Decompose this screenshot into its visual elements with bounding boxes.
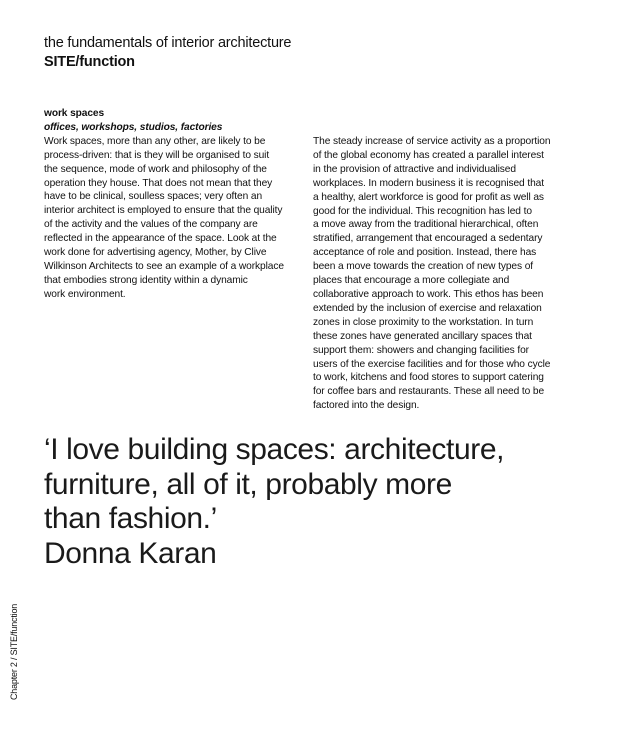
right-column	[313, 135, 595, 413]
page-header	[44, 34, 604, 72]
pull-quote-author: Donna Karan	[44, 536, 217, 570]
series-title: the fundamentals of interior architecture	[44, 35, 292, 51]
chapter-sidebar-label: Chapter 2 / SITE/function	[9, 603, 19, 700]
section-title: SITE/function	[44, 54, 135, 70]
right-column-body: The steady increase of service activity as a proportion of the global economy has created a parallel interest in the provision of attractive and individualised workplaces. In modern business it is recognised that a healthy, alert workforce is good for profit as well as good for the individual. This recognition has led to a move away from the traditional hierarchical, often stratified, arrangement that encouraged a sedentary acceptance of role and position. Instead, there has been a move towards the creation of new types of places that encourage a more collegiate and collaborative approach to work. This ethos has been extended by the inclusion of exercise and relaxation zones in close proximity to the workstation. In turn these zones have generated ancillary spaces that support them: showers and changing facilities for users of the exercise facilities and for those who cycle to work, kitchens and food stores to support catering for coffee bars and restaurants. These all need to be factored into the design.	[313, 136, 551, 412]
pull-quote-text: ‘I love building spaces: architecture, furniture, all of it, probably more than fashion.’	[44, 433, 505, 535]
left-column-body: Work spaces, more than any other, are likely to be process-driven: that is they will be organised to suit the sequence, mode of work and philosophy of the operation they house. That does not mean that they have to be clinical, soulless spaces; very often an interior architect is employed to ensure that the quality of the activity and the values of the company are reflected in the appearance of the space. Look at the work done for advertising agency, Mother, by Clive Wilkinson Architects to see an example of a workplace that embodies strong identity within a dynamic work environment.	[44, 135, 284, 300]
left-column-heading: work spaces	[44, 108, 105, 119]
left-column	[44, 107, 306, 302]
pull-quote	[44, 433, 604, 571]
left-column-subheading: offices, workshops, studios, factories	[44, 121, 223, 133]
